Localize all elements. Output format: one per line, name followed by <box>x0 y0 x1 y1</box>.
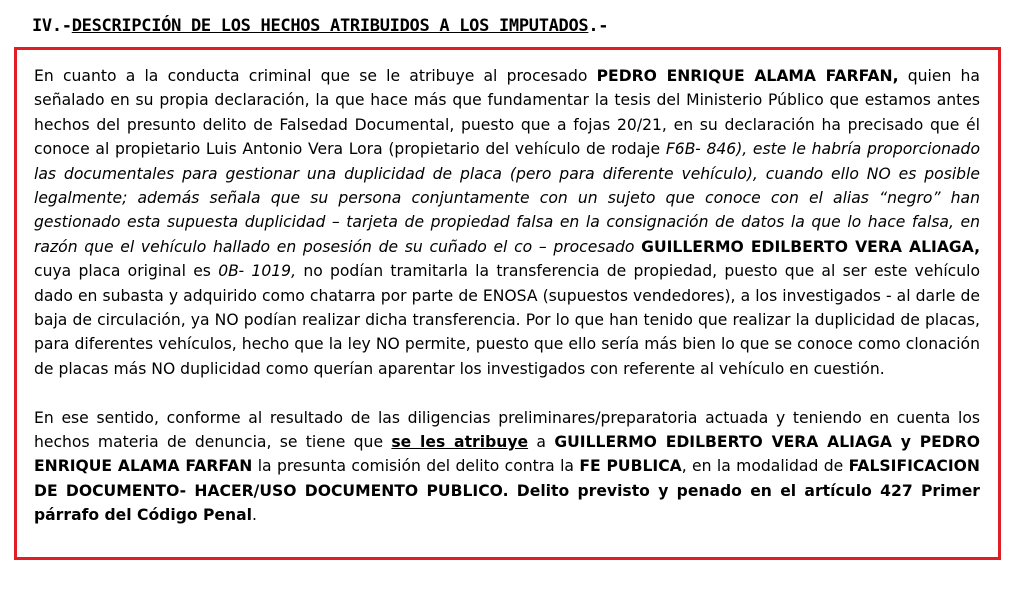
p1-text-3: cuya placa original es <box>34 262 219 281</box>
p1-text-1: En cuanto a la conducta criminal que se le atribuye al procesado <box>34 67 597 85</box>
crime-modality: FALSIFICACION DE DOCUMENTO- HACER/USO DOCUMENTO PUBLICO. Delito previsto y penado en el artículo 427 Primer párrafo del Código Penal <box>34 457 980 525</box>
p1-italic-statement: F6B- 846), este le habría proporcionado las documentales para gestionar una duplicidad de placa (pero para diferente vehículo), cuando ello NO es posible legalmente; además señala que su persona conjuntamente con un sujeto que conoce con el alias “negro” han gestionado esta supuesta duplicidad – tarjeta de propiedad falsa en la consignación de datos la que lo hace falsa, en razón que el vehículo hallado en posesión de su cuñado el co – procesado <box>34 140 980 256</box>
section-number: IV.- <box>32 16 72 36</box>
p2-text-3: la presunta comisión del delito contra la <box>252 457 580 476</box>
p2-text-1: En ese sentido, conforme al resultado de las diligencias preliminares/preparatoria actuada y teniendo en cuenta los hechos materia de denuncia, se tiene que <box>34 408 980 452</box>
defendant-name-guillermo: GUILLERMO EDILBERTO VERA ALIAGA, <box>641 237 980 256</box>
attribution-phrase: se les atribuye <box>391 433 529 452</box>
facts-box <box>14 47 1001 560</box>
p2-text-5: . <box>251 506 257 525</box>
defendant-name-pedro: PEDRO ENRIQUE ALAMA FARFAN, <box>596 67 899 85</box>
paragraph-conduct <box>34 64 980 381</box>
p1-text-2: quien ha señalado en su propia declaración, la que hace más que fundamentar la tesis del Ministerio Público que estamos antes hechos del presunto delito de Falsedad Documental, puesto que a fojas 20/21, en su declaración ha precisado que él conoce al propietario Luis Antonio Vera Lora (propietario del vehículo de rodaje <box>34 67 980 159</box>
section-suffix: .- <box>588 16 609 36</box>
paragraph-attribution <box>34 406 980 528</box>
p1-text-4: no podían tramitarla la transferencia de propiedad, puesto que al ser este vehículo dado en subasta y adquirido como chatarra por parte de ENOSA (supuestos vendedores), a los investigados - al darle de baja de circulación, ya NO podían realizar dicha transferencia. Por lo que han tenido que realizar la duplicidad de placas, para diferentes vehículos, hecho que la ley NO permite, puesto que ello sería más bien lo que se conoce como clonación de placas más NO duplicidad como querían aparentar los investigados con referente al vehículo en cuestión. <box>34 262 980 378</box>
section-title: DESCRIPCIÓN DE LOS HECHOS ATRIBUIDOS A LOS IMPUTADOS <box>71 16 589 36</box>
section-heading <box>32 16 608 36</box>
original-plate-number: 0B- 1019, <box>218 262 297 281</box>
p2-text-4: , en la modalidad de <box>681 457 849 476</box>
crime-name: FE PUBLICA <box>579 457 682 476</box>
defendants-names: GUILLERMO EDILBERTO VERA ALIAGA y PEDRO ENRIQUE ALAMA FARFAN <box>34 433 980 476</box>
p2-text-2: a <box>528 433 555 452</box>
